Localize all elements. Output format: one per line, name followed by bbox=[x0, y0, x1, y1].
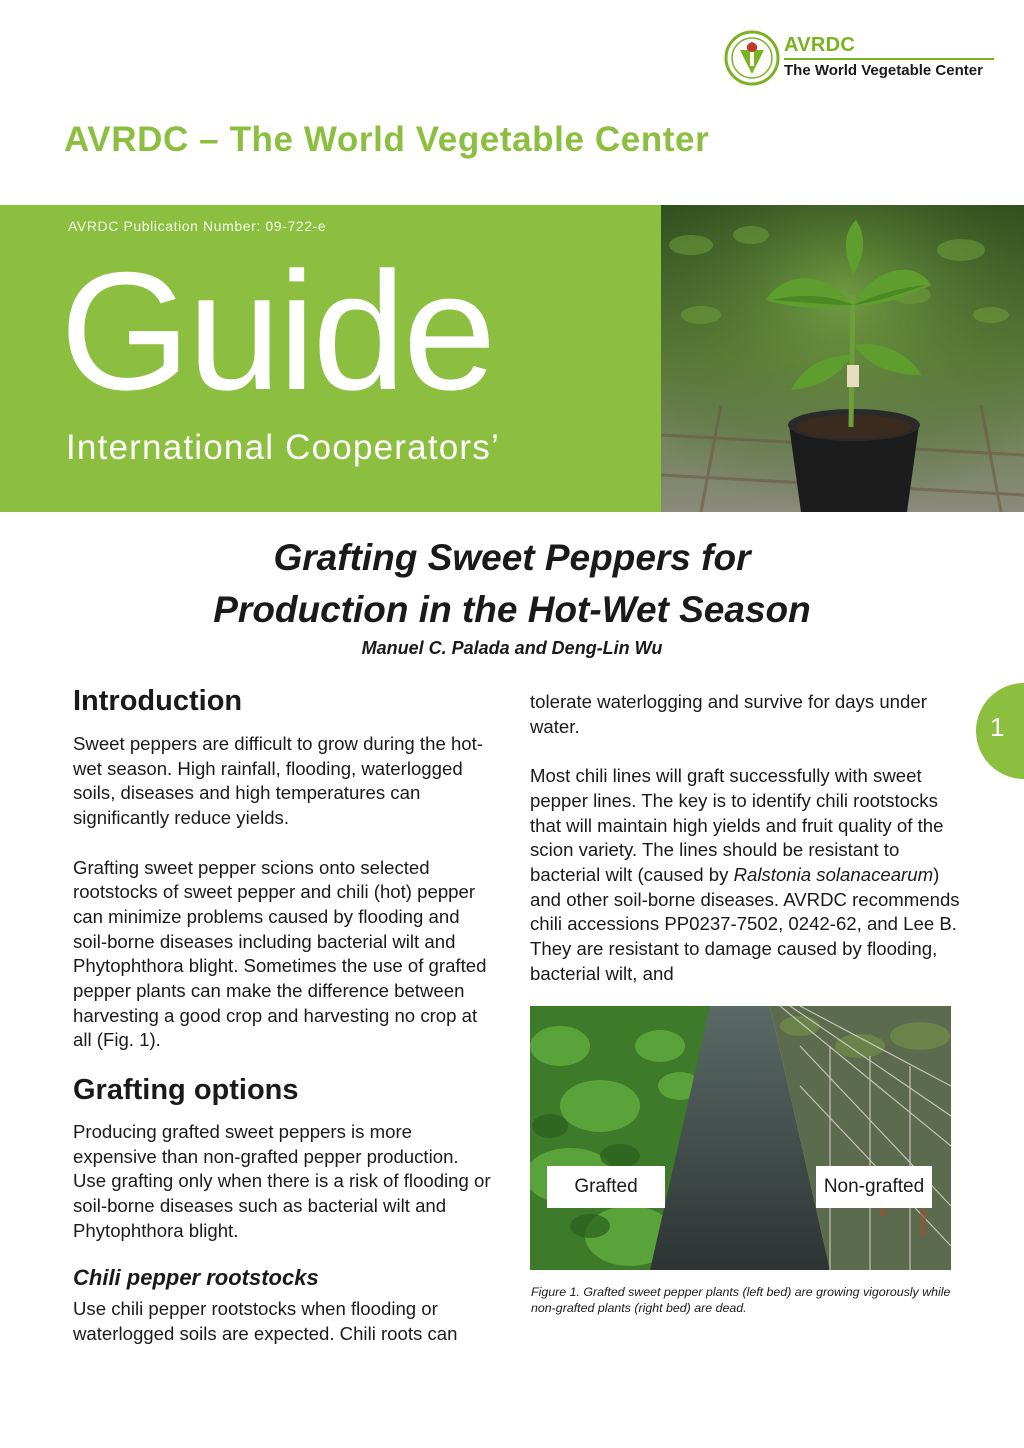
page-number: 1 bbox=[990, 712, 1005, 742]
grafting-options-paragraph: Producing grafted sweet peppers is more expensive than non-grafted pepper production. Use grafting only when there is a risk of flooding or soil-borne diseases such as bacterial wilt and Phytophthora blight. bbox=[73, 1121, 491, 1241]
grafted-label: Grafted bbox=[547, 1166, 665, 1208]
avrdc-emblem-icon bbox=[724, 30, 780, 86]
logo-tagline: The World Vegetable Center bbox=[784, 62, 983, 79]
right-paragraph-2-end: ) and other soil-borne diseases. AVRDC recommends chili accessions PP0237-7502, 0242-62, and Lee B. They are resistant to damage caused by flooding, bacterial wilt, and bbox=[530, 863, 960, 984]
banner-subtitle: International Cooperators’ bbox=[66, 428, 500, 467]
figure-caption: Figure 1. Grafted sweet pepper plants (left bed) are growing vigorously while non-grafted plants (right bed) are dead. bbox=[531, 1285, 951, 1315]
non-grafted-label: Non-grafted bbox=[816, 1166, 932, 1208]
publication-number: AVRDC Publication Number: 09-722-e bbox=[68, 218, 327, 234]
avrdc-logo bbox=[724, 30, 996, 86]
introduction-body bbox=[73, 732, 493, 1053]
seedling-photo bbox=[661, 205, 1024, 512]
document-title bbox=[0, 532, 1024, 636]
grafting-options-heading: Grafting options bbox=[73, 1074, 299, 1106]
chili-rootstocks-paragraph: Use chili pepper rootstocks when flooding or waterlogged soils are expected. Chili roots can bbox=[73, 1298, 458, 1344]
introduction-heading: Introduction bbox=[73, 685, 243, 717]
logo-divider bbox=[784, 58, 994, 60]
right-paragraph-1: tolerate waterlogging and survive for days under water. bbox=[530, 691, 927, 737]
introduction-paragraph-2: Grafting sweet pepper scions onto selected rootstocks of sweet pepper and chili (hot) pepper can minimize problems caused by flooding and soil-borne diseases including bacterial wilt and Phytophthora blight. Sometimes the use of grafted pepper plants can make the difference between harvesting a good crop and harvesting no crop at all (Fig. 1). bbox=[73, 856, 487, 1051]
introduction-paragraph-1: Sweet peppers are difficult to grow during the hot-wet season. High rainfall, flooding, waterlogged soils, diseases and high temperatures can significantly reduce yields. bbox=[73, 733, 483, 829]
guide-heading: Guide bbox=[60, 237, 494, 425]
right-paragraph-2-start: Most chili lines will graft successfully with sweet pepper lines. The key is to identify chili rootstocks that will maintain high yields and fruit quality of the scion variety. The lines should be resistant to bacterial wilt (caused by bbox=[530, 765, 944, 885]
authors: Manuel C. Palada and Deng-Lin Wu bbox=[361, 638, 663, 658]
logo-name: AVRDC bbox=[784, 34, 856, 56]
title-line-1: Grafting Sweet Peppers for bbox=[273, 537, 751, 578]
species-name: Ralstonia solanacearum bbox=[733, 863, 934, 885]
right-column-body bbox=[530, 690, 960, 986]
figure-1-photo bbox=[530, 1006, 951, 1270]
chili-rootstocks-heading: Chili pepper rootstocks bbox=[73, 1265, 319, 1290]
organization-title: AVRDC – The World Vegetable Center bbox=[64, 120, 710, 159]
title-line-2: Production in the Hot-Wet Season bbox=[213, 589, 811, 630]
